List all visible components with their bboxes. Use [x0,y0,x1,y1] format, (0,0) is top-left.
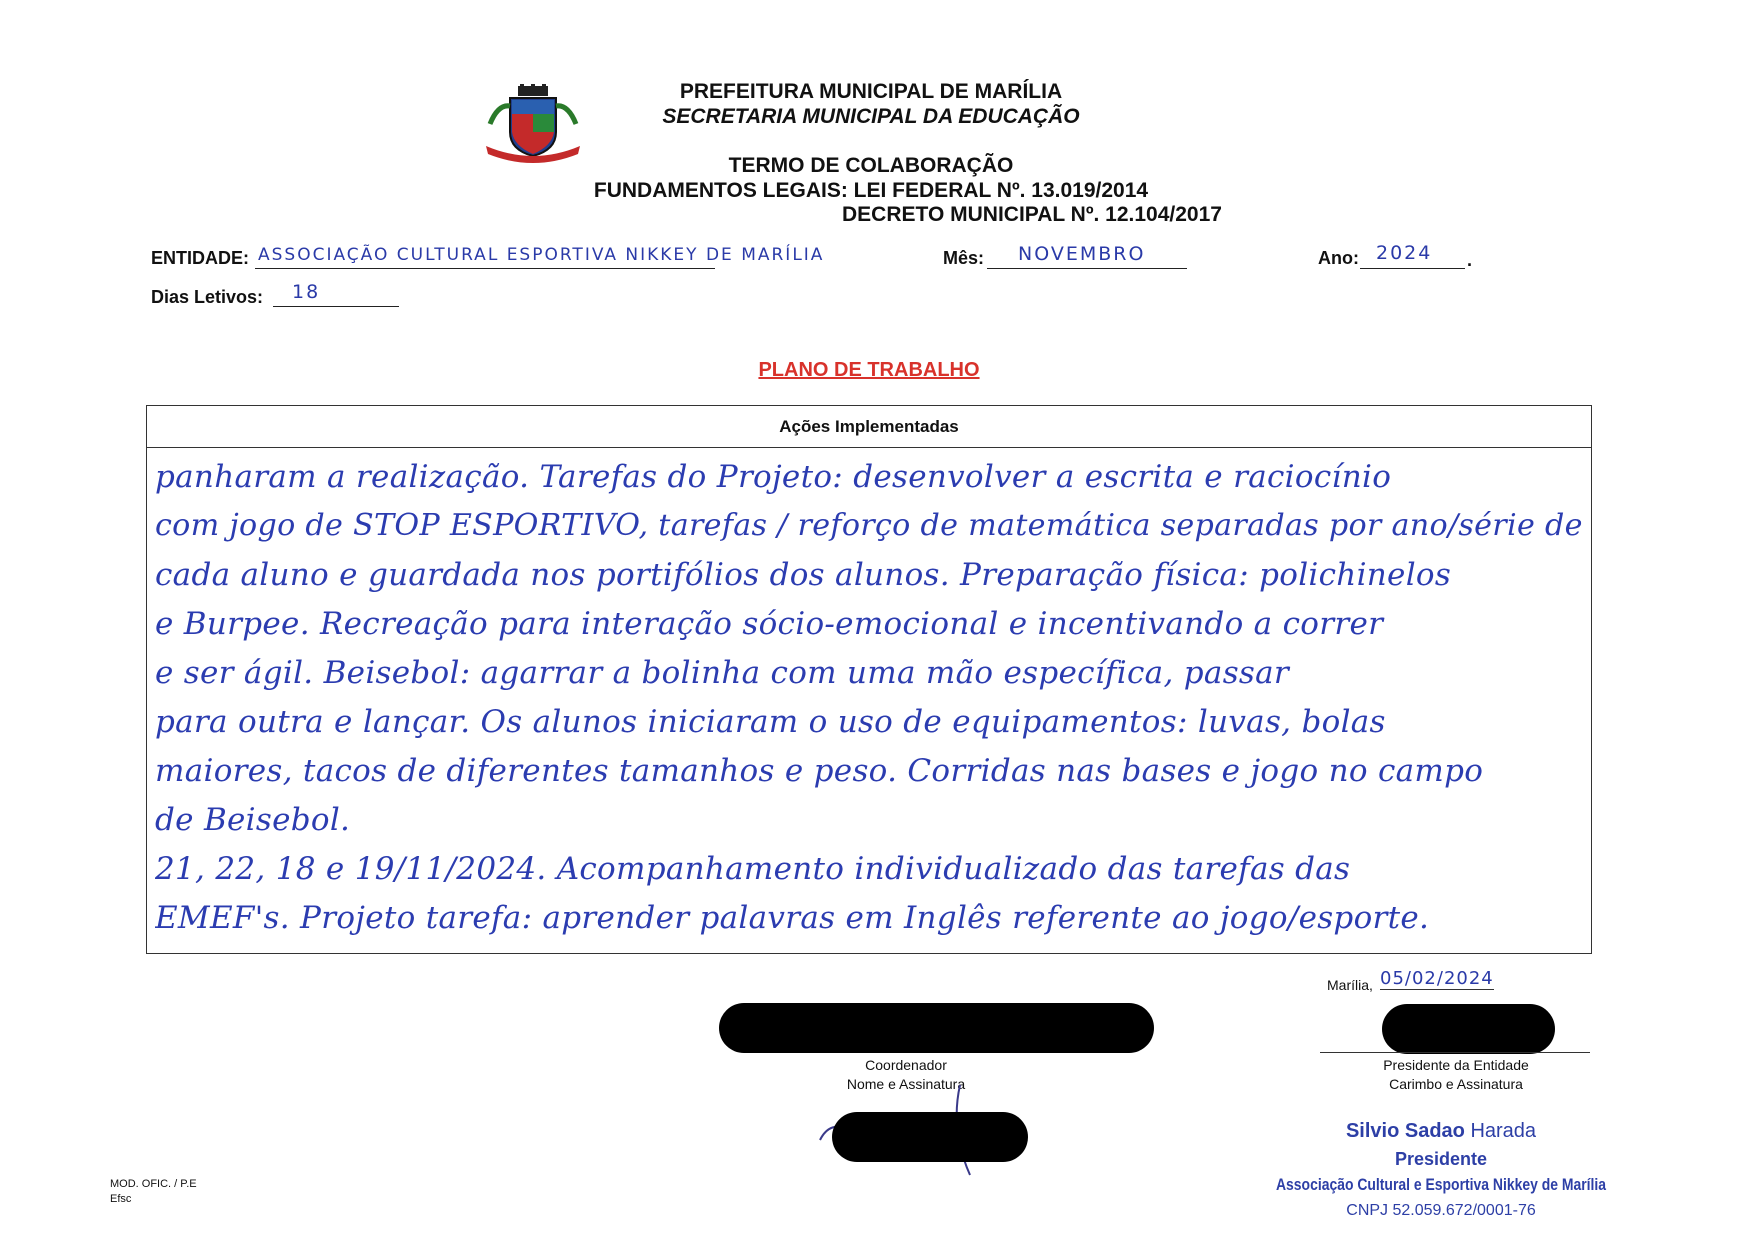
president-signature-redaction [1382,1004,1555,1054]
mes-value: NOVEMBRO [1018,243,1146,265]
entidade-value: ASSOCIAÇÃO CULTURAL ESPORTIVA NIKKEY DE MARÍLIA [258,245,825,265]
signature-date: 05/02/2024 [1380,968,1494,989]
president-role: Presidente da Entidade [1383,1057,1529,1073]
stamp-name [1346,1120,1536,1143]
handwritten-line: e ser ágil. Beisebol: agarrar a bolinha com uma mão específica, passar [155,655,1290,691]
handwritten-line: de Beisebol. [155,802,351,838]
ano-value: 2024 [1376,242,1433,264]
stamp-name-light: Harada [1470,1120,1537,1142]
header-fundamentos: FUNDAMENTOS LEGAIS: LEI FEDERAL Nº. 13.019/2014 [593,179,1149,202]
stamp-name-bold: Silvio Sadao [1345,1120,1465,1142]
dias-letivos-underline [273,306,399,307]
place-label: Marília, [1327,977,1373,993]
dias-letivos-label: Dias Letivos: [151,287,264,307]
plan-title: PLANO DE TRABALHO [758,359,980,381]
handwritten-line: panharam a realização. Tarefas do Projeto: desenvolver a escrita e raciocínio [155,459,1392,495]
mes-underline [987,268,1187,269]
entidade-label: ENTIDADE: [151,248,249,268]
header-secretaria: SECRETARIA MUNICIPAL DA EDUCAÇÃO [662,105,1080,128]
president-signature-line [1320,1052,1590,1053]
stamp-role: Presidente [1394,1149,1488,1169]
ano-suffix: . [1467,250,1473,270]
coordinator-role: Coordenador [865,1057,947,1073]
handwritten-line: cada aluno e guardada nos portifólios dos alunos. Preparação física: polichinelos [155,557,1452,593]
ano-underline [1360,268,1465,269]
header-decreto: DECRETO MUNICIPAL Nº. 12.104/2017 [842,203,1222,226]
handwritten-line: 21, 22, 18 e 19/11/2024. Acompanhamento individualizado das tarefas das [155,851,1351,887]
footer-efsc: Efsc [110,1193,132,1205]
stamp-cnpj: CNPJ 52.059.672/0001-76 [1346,1202,1536,1219]
dias-letivos-value: 18 [292,281,321,303]
coordinator-name-redaction [719,1003,1154,1053]
handwritten-line: EMEF's. Projeto tarefa: aprender palavras em Inglês referente ao jogo/esporte. [155,900,1430,936]
president-caption: Carimbo e Assinatura [1389,1076,1523,1092]
footer-mod: MOD. OFIC. / P.E [110,1178,197,1190]
handwritten-line: para outra e lançar. Os alunos iniciaram o uso de equipamentos: luvas, bolas [155,704,1386,740]
actions-table [146,405,1592,954]
coordinator-caption: Nome e Assinatura [846,1076,966,1092]
header-termo: TERMO DE COLABORAÇÃO [728,154,1014,177]
handwritten-line: maiores, tacos de diferentes tamanhos e peso. Corridas nas bases e jogo no campo [155,753,1484,789]
entidade-underline [255,268,715,269]
ano-label: Ano: [1318,248,1359,268]
coordinator-signature-redaction [832,1112,1028,1162]
mes-label: Mês: [943,248,985,268]
handwritten-line: com jogo de STOP ESPORTIVO, tarefas / reforço de matemática separadas por ano/série de [155,508,1583,543]
stamp-org: Associação Cultural e Esportiva Nikkey de Marília [1275,1175,1607,1194]
actions-table-header: Ações Implementadas [147,406,1591,448]
header-prefeitura: PREFEITURA MUNICIPAL DE MARÍLIA [679,80,1063,103]
handwritten-line: e Burpee. Recreação para interação sócio-emocional e incentivando a correr [155,606,1384,642]
coat-of-arms-seal [480,84,586,164]
